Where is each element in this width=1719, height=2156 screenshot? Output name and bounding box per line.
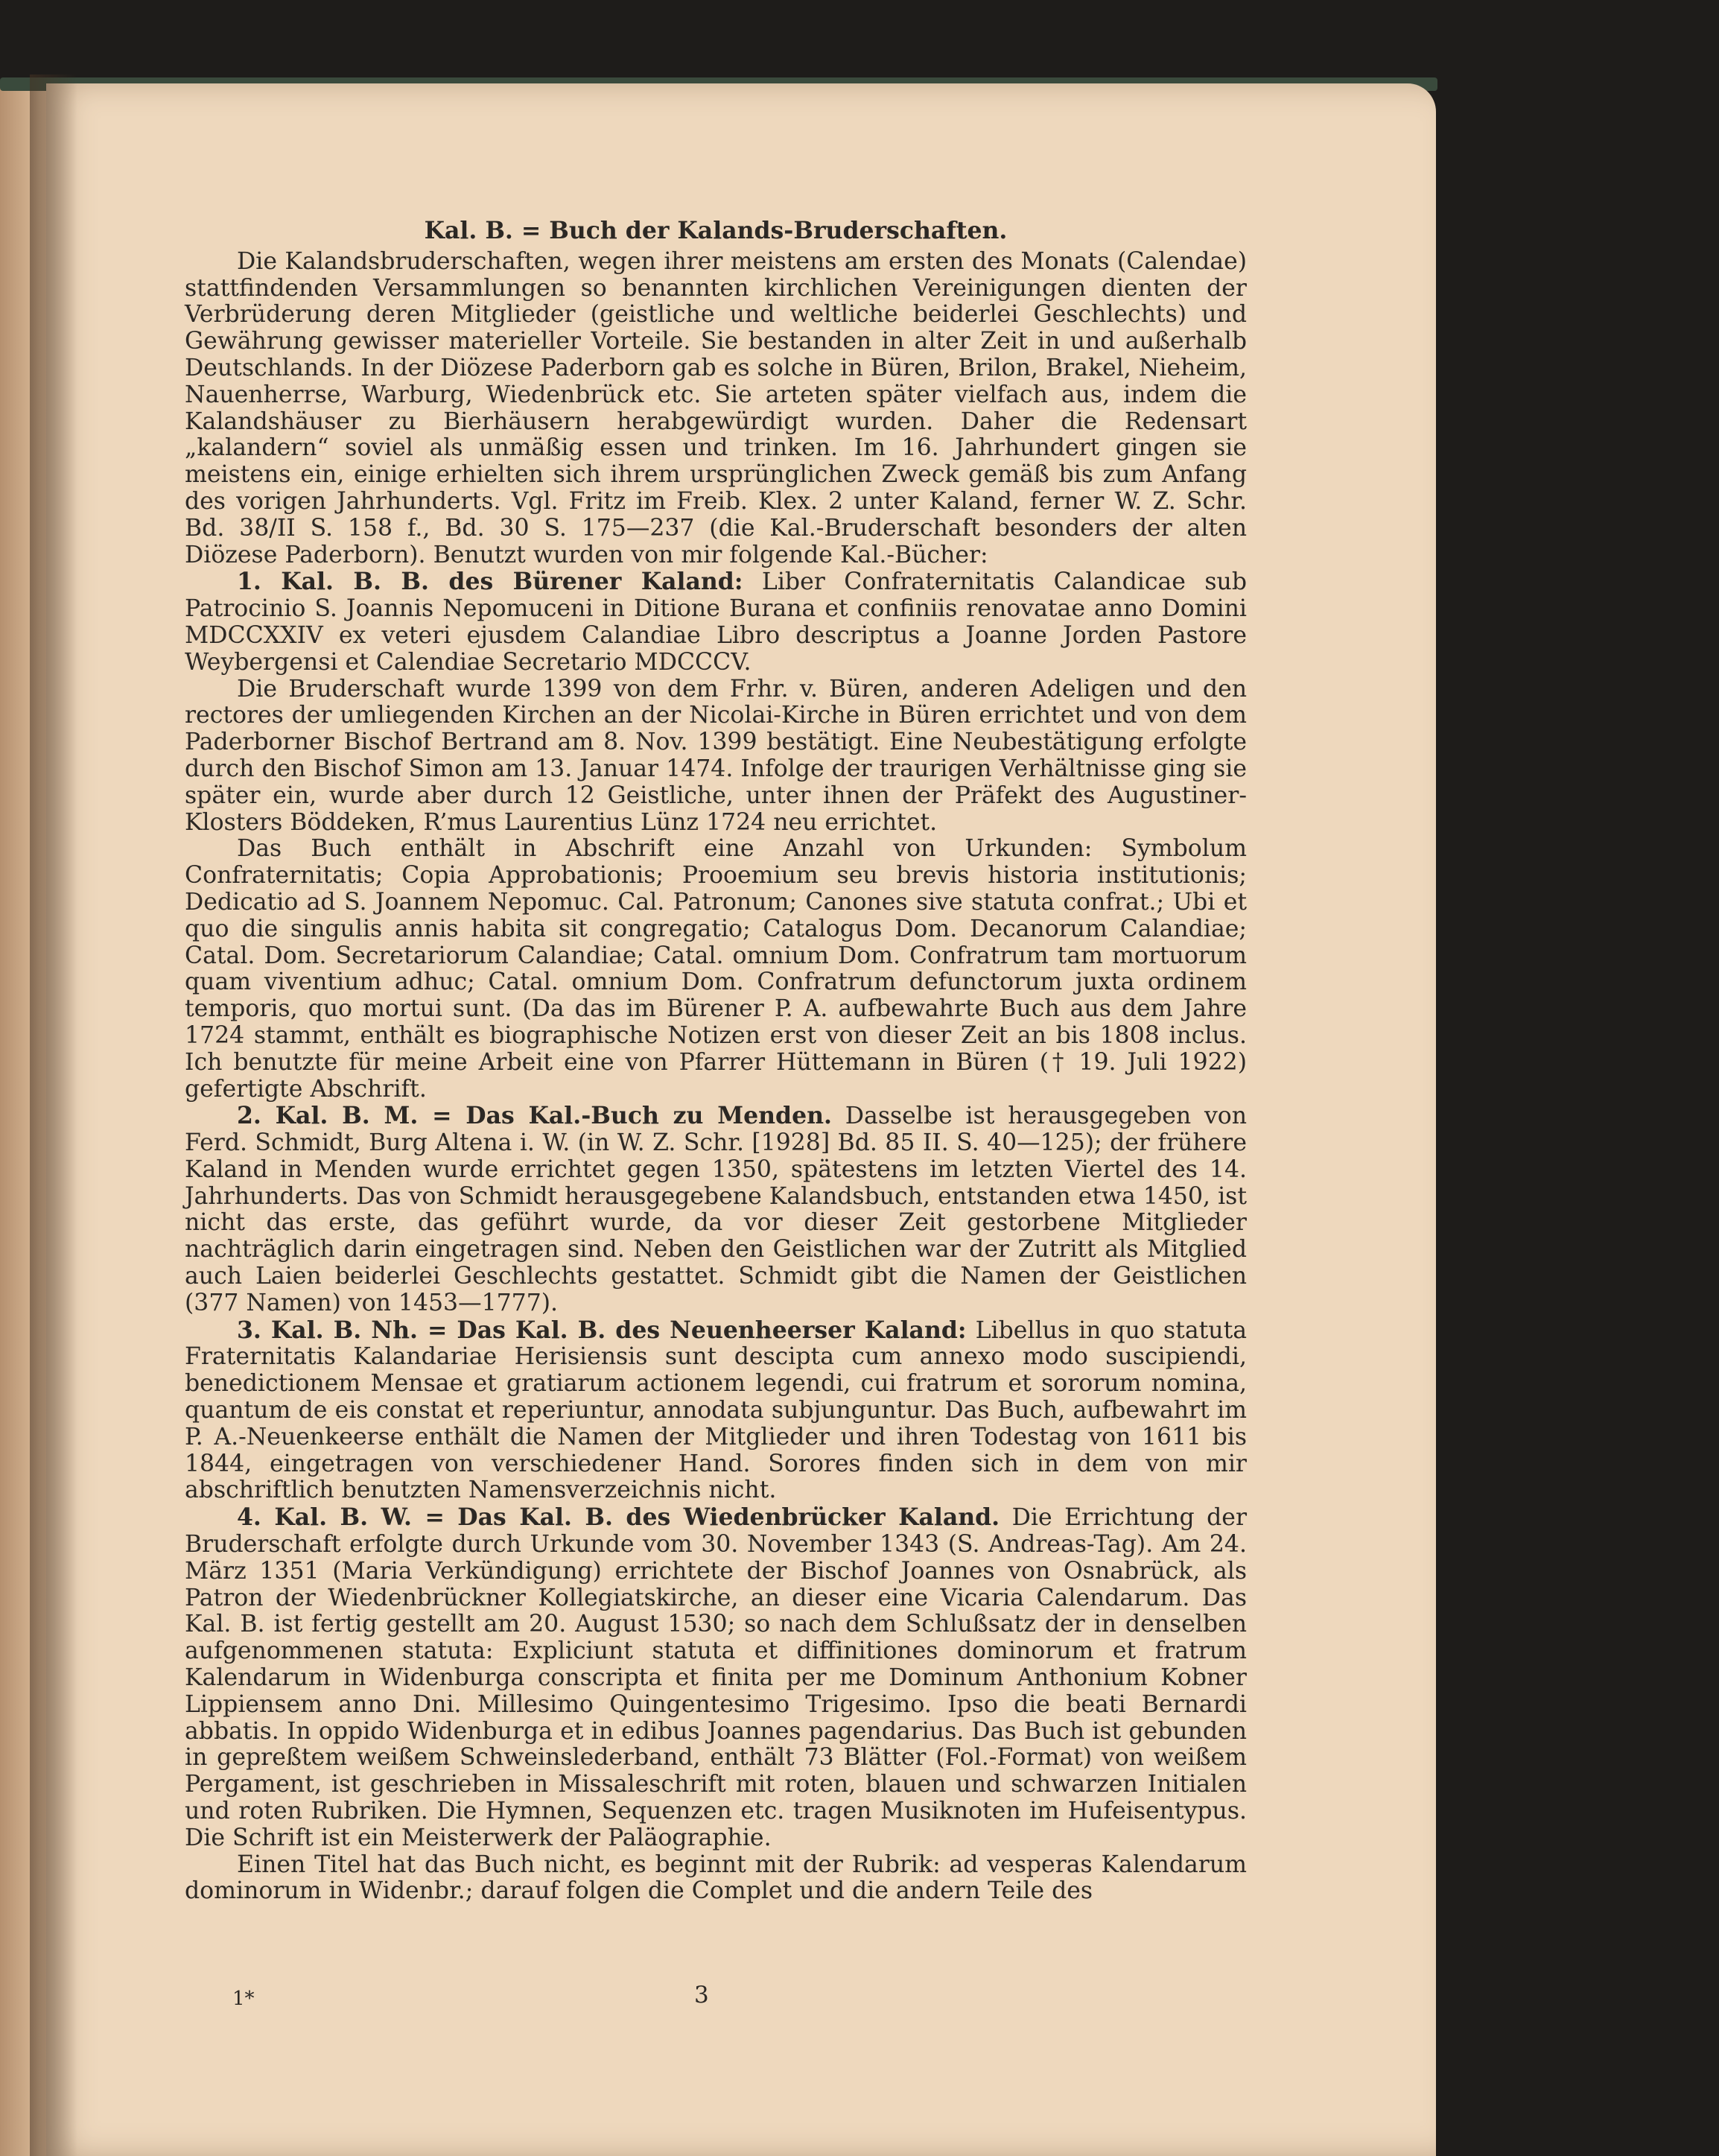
section-1-text: Liber Confraternitatis Calandicae sub Patrocinio S. Joannis Nepomuceni in Ditione Burana et confiniis renovatae anno Domini MDCCXXIV ex veteri ejusdem Calandiae Libro descriptus a Joanne Jorden Pastore Weybergensi et Calendiae Secretario MDCCCV. — [185, 568, 1247, 676]
section-3-label: 3. Kal. B. Nh. = Das Kal. B. des Neuenheerser Kaland: — [237, 1316, 967, 1344]
section-2-paragraph — [185, 1103, 1247, 1316]
intro-paragraph: Die Kalandsbruderschaften, wegen ihrer meistens am ersten des Monats (Calendae) stattfindenden Versammlungen so benannten kirchlichen Vereinigungen dienten der Verbrüderung deren Mitglieder (geistliche und weltliche beiderlei Geschlechts) und Gewährung gewisser materieller Vorteile. Sie bestanden in alter Zeit in und außerhalb Deutschlands. In der Diözese Paderborn gab es solche in Büren, Brilon, Brakel, Nieheim, Nauenherrse, Warburg, Wiedenbrück etc. Sie arteten später vielfach aus, indem die Kalandshäuser zu Bierhäusern herabgewürdigt wurden. Daher die Redensart „kalandern“ soviel als unmäßig essen und trinken. Im 16. Jahrhundert gingen sie meistens ein, einige erhielten sich ihrem ursprünglichen Zweck gemäß bis zum Anfang des vorigen Jahrhunderts. Vgl. Fritz im Freib. Klex. 2 unter Kaland, ferner W. Z. Schr. Bd. 38/II S. 158 f., Bd. 30 S. 175—237 (die Kal.-Bruderschaft besonders der alten Diözese Paderborn). Benutzt wurden von mir folgende Kal.-Bücher: — [185, 247, 1247, 568]
signature-mark: 1* — [232, 1988, 255, 2010]
section-3-paragraph — [185, 1317, 1247, 1505]
section-1-label: 1. Kal. B. B. des Bürener Kaland: — [237, 568, 743, 596]
section-4-label: 4. Kal. B. W. = Das Kal. B. des Wiedenbrücker Kaland. — [237, 1503, 1000, 1532]
section-4-paragraph-2: Einen Titel hat das Buch nicht, es beginnt mit der Rubrik: ad vesperas Kalendarum dominorum in Widenbr.; darauf folgen die Complet und die andern Teile des — [185, 1851, 1247, 1905]
section-2-text: Dasselbe ist herausgegeben von Ferd. Schmidt, Burg Altena i. W. (in W. Z. Schr. [1928] Bd. 85 II. S. 40—125); der frühere Kaland in Menden wurde errichtet gegen 1350, spätestens im letzten Viertel des 14. Jahrhunderts. Das von Schmidt herausgegebene Kalandsbuch, entstanden etwa 1450, ist nicht das erste, das geführt wurde, da vor dieser Zeit gestorbene Mitglieder nachträglich darin eingetragen sind. Neben den Geistlichen war der Zutritt als Mitglied auch Laien beiderlei Geschlechts gestattet. Schmidt gibt die Namen der Geistlichen (377 Namen) von 1453—1777). — [185, 1103, 1248, 1316]
book-gutter — [30, 74, 77, 2156]
section-4-paragraph — [185, 1504, 1247, 1851]
section-4-text: Die Errichtung der Bruderschaft erfolgte durch Urkunde vom 30. November 1343 (S. Andreas-Tag). Am 24. März 1351 (Maria Verkündigung) errichtete der Bischof Joannes von Osnabrück, als Patron der Wiedenbrückner Kollegiatskirche, an dieser eine Vicaria Calendarum. Das Kal. B. ist fertig gestellt am 20. August 1530; so nach dem Schlußsatz der in denselben aufgenommenen statuta: Expliciunt statuta et diffinitiones dominorum et fratrum Kalendarum in Widenburga conscripta et finita per me Dominum Anthonium Kobner Lippiensem anno Dni. Millesimo Quingentesimo Trigesimo. Ipso die beati Bernardi abbatis. In oppido Widenburga et in edibus Joannes pagendarius. Das Buch ist gebunden in gepreßtem weißem Schweinslederband, enthält 73 Blätter (Fol.-Format) von weißem Pergament, ist geschrieben in Missaleschrift mit roten, blauen und schwarzen Initialen und roten Rubriken. Die Hymnen, Sequenzen etc. tragen Musiknoten im Hufeisentypus. Die Schrift ist ein Meisterwerk der Paläographie. — [185, 1504, 1247, 1851]
section-3-text: Libellus in quo statuta Fraternitatis Kalandariae Herisiensis sunt descipta cum annexo modo suscipiendi, benedictionem Mensae et gratiarum actionem legendi, cui fratrum et sororum nomina, quantum de eis constat et reperiuntur, annodata subjunguntur. Das Buch, aufbewahrt im P. A.-Neuenkeerse enthält die Namen der Mitglieder und ihren Todestag von 1611 bis 1844, eingetragen von verschiedener Hand. Sorores finden sich in dem von mir abschriftlich benutzten Namensverzeichnis nicht. — [185, 1316, 1248, 1504]
text-column — [185, 218, 1247, 1905]
section-1-paragraph — [185, 568, 1247, 676]
section-1-paragraph-3: Das Buch enthält in Abschrift eine Anzahl von Urkunden: Symbolum Confraternitatis; Copia Approbationis; Prooemium seu brevis historia institutionis; Dedicatio ad S. Joannem Nepomuc. Cal. Patronum; Canones sive statuta confrat.; Ubi et quo die singulis annis habita sit congregatio; Catalogus Dom. Decanorum Calandiae; Catal. Dom. Secretariorum Calandiae; Catal. omnium Dom. Confratrum tam mortuorum quam viventium adhuc; Catal. omnium Dom. Confratrum defunctorum juxta ordinem temporis, quo mortui sunt. (Da das im Bürener P. A. aufbewahrte Buch aus dem Jahre 1724 stammt, enthält es biographische Notizen erst von dieser Zeit an bis 1808 inclus. Ich benutzte für meine Arbeit eine von Pfarrer Hüttemann in Büren († 19. Juli 1922) gefertigte Abschrift. — [185, 835, 1247, 1103]
section-1-paragraph-2: Die Bruderschaft wurde 1399 von dem Frhr. v. Büren, anderen Adeligen und den rectores der umliegenden Kirchen an der Nicolai-Kirche in Büren errichtet und von dem Paderborner Bischof Bertrand am 8. Nov. 1399 bestätigt. Eine Neubestätigung erfolgte durch den Bischof Simon am 13. Januar 1474. Infolge der traurigen Verhältnisse ging sie später ein, wurde aber durch 12 Geistliche, unter ihnen der Präfekt des Augustiner-Klosters Böddeken, R’mus Laurentius Lünz 1724 neu errichtet. — [185, 675, 1247, 836]
section-2-label: 2. Kal. B. M. = Das Kal.-Buch zu Menden. — [237, 1102, 832, 1130]
page-number: 3 — [694, 1982, 709, 2008]
page-heading: Kal. B. = Buch der Kalands-Bruderschaften. — [424, 217, 1008, 244]
